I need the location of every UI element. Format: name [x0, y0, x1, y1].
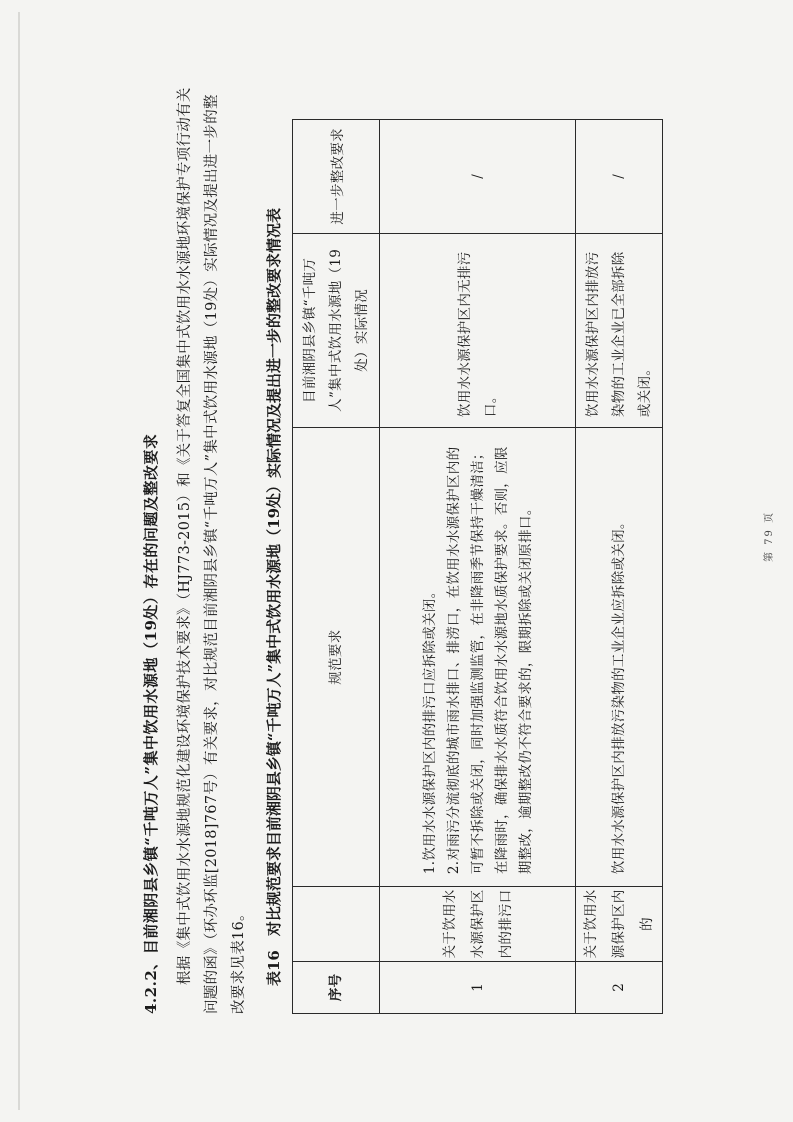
requirement-line: 1.饮用水水源保护区内的排污口应拆除或关闭。	[421, 584, 438, 875]
row-requirement	[576, 428, 663, 887]
requirement-line: 饮用水水源保护区内排放污染物的工业企业应拆除或关闭。	[611, 515, 627, 875]
table-number: 表16	[265, 950, 283, 986]
table-header-row	[293, 120, 380, 1014]
header-further: 进一步整改要求	[293, 120, 380, 234]
header-actual: 目前湘阴县乡镇“千吨万人”集中式饮用水源地（19处）实际情况	[293, 233, 380, 427]
requirement-line: 2.对雨污分流彻底的城市雨水排口、排涝口，在饮用水水源保护区内的可暂不拆除或关闭，同时加强监测监管，在非降雨季节保持干燥清洁；在降雨时，确保排水水质符合饮用水水源地水质保护要求。否则，应限期整改，逾期整改仍不符合要求的，限期拆除或关闭原排口。	[445, 446, 534, 875]
row-actual: 饮用水水源保护区内排放污染物的工业企业已全部拆除或关闭。	[576, 233, 663, 427]
table-caption	[263, 114, 284, 1014]
row-no: 2	[576, 961, 663, 1013]
intro-paragraph: 根据《集中式饮用水水源地规范化建设环境保护技术要求》（HJ773-2015）和《关于答复全国集中式饮用水水源地环境保护专项行动有关问题的函》（环办环监[2018]767号）有关要求，对比规范目前湘阴县乡镇“千吨万人”集中式饮用水源地（19处）实际情况及提出进一步的整改要求见表16。	[177, 87, 247, 1014]
row-item: 关于饮用水水源保护区内的排污口	[380, 887, 576, 962]
requirements-table	[292, 119, 663, 1014]
row-item: 关于饮用水源保护区内的	[576, 887, 663, 962]
table-row	[576, 120, 663, 1014]
header-item	[293, 887, 380, 962]
table-row	[380, 120, 576, 1014]
header-requirement: 规范要求	[293, 428, 380, 887]
row-further: /	[576, 120, 663, 234]
row-actual: 饮用水水源保护区内无排污口。	[380, 233, 576, 427]
page-number: 第 79 页	[764, 510, 775, 562]
row-further: /	[380, 120, 576, 234]
row-requirement	[380, 428, 576, 887]
section-heading: 4.2.2、目前湘阴县乡镇“千吨万人”集中饮用水源地（19处）存在的问题及整改要求	[142, 433, 160, 1014]
row-no: 1	[380, 961, 576, 1013]
header-no: 序号	[293, 961, 380, 1013]
table-title: 对比规范要求目前湘阴县乡镇“千吨万人”集中式饮用水源地（19处）实际情况及提出进一步的整改要求情况表	[265, 207, 283, 937]
